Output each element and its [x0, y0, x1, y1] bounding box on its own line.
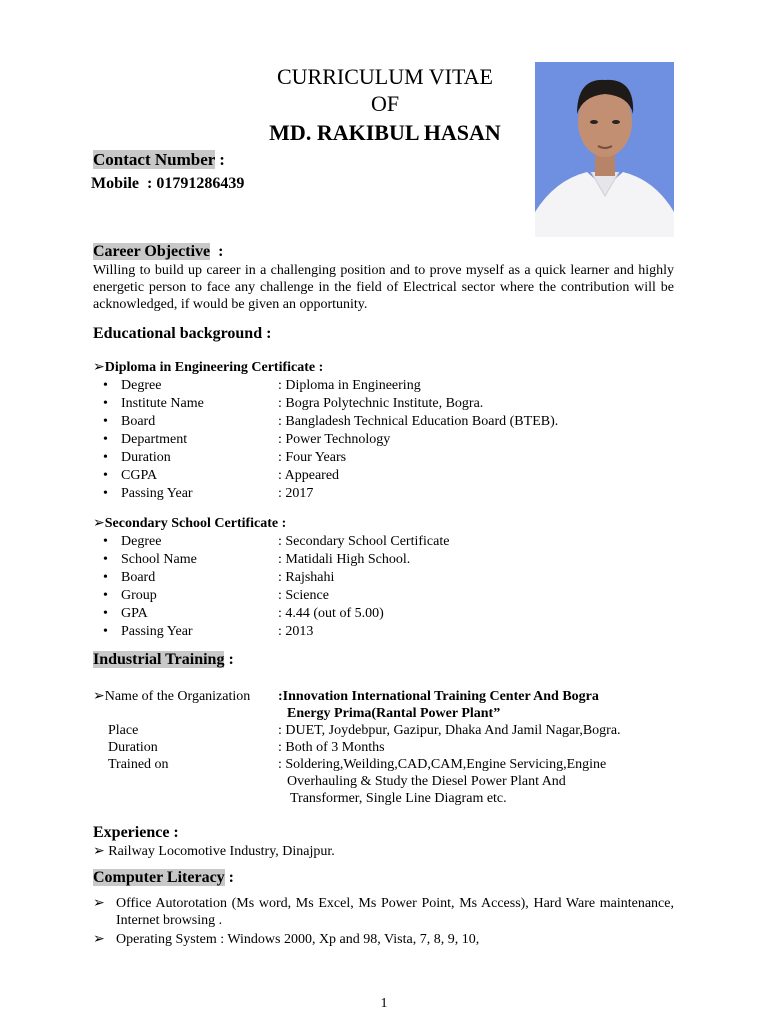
detail-value: : Secondary School Certificate [278, 534, 450, 549]
objective-text: Willing to build up career in a challenging position and to prove myself as a quick learner and highly energetic person to face any challenge in the field of Electrical sector where the contribution will be acknowledged, if would be given an opportunity. [93, 263, 674, 312]
training-org-label: Name of the Organization [104, 689, 251, 704]
education-heading: Educational background : [93, 325, 272, 342]
profile-photo [535, 62, 674, 237]
bullet-icon: • [103, 570, 108, 585]
detail-label: Degree [121, 534, 162, 549]
arrow-bullet-icon: ➢ [93, 689, 105, 704]
training-trained-value-3: Transformer, Single Line Diagram etc. [290, 791, 507, 806]
training-org-value-2: Energy Prima(Rantal Power Plant” [287, 706, 501, 721]
computer-heading-label: Computer Literacy [93, 869, 225, 886]
detail-label: GPA [121, 606, 148, 621]
training-org-label-line [93, 688, 250, 706]
detail-value: : Bogra Polytechnic Institute, Bogra. [278, 396, 484, 411]
detail-label: Institute Name [121, 396, 204, 411]
detail-value: : 2017 [278, 486, 314, 501]
detail-value: : Power Technology [278, 432, 391, 447]
detail-value: : Science [278, 588, 329, 603]
experience-heading: Experience : [93, 824, 179, 841]
contact-heading-label: Contact Number [93, 150, 215, 169]
detail-label: Board [121, 414, 156, 429]
training-place-label: Place [108, 723, 139, 738]
detail-value: : 4.44 (out of 5.00) [278, 606, 384, 621]
arrow-bullet-icon: ➢ [93, 516, 105, 531]
computer-heading-colon: : [224, 869, 234, 886]
detail-label: Passing Year [121, 624, 193, 639]
bullet-icon: • [103, 606, 108, 621]
training-org-value-1 [278, 688, 599, 706]
candidate-name: MD. RAKIBUL HASAN [269, 120, 501, 145]
training-heading-colon: : [224, 651, 234, 668]
cv-title: CURRICULUM VITAE [276, 64, 493, 89]
bullet-icon: • [103, 552, 108, 567]
objective-heading [93, 242, 223, 261]
detail-label: Board [121, 570, 156, 585]
arrow-bullet-icon: ➢ [93, 932, 105, 947]
training-trained-value-1: : Soldering,Weilding,CAD,CAM,Engine Servicing,Engine [278, 757, 607, 772]
training-trained-label: Trained on [108, 757, 169, 772]
training-duration-value: : Both of 3 Months [278, 740, 385, 755]
page-number: 1 [380, 996, 388, 1011]
training-org-colon: : [278, 689, 283, 704]
bullet-icon: • [103, 414, 108, 429]
training-heading [93, 650, 234, 669]
bullet-icon: • [103, 432, 108, 447]
detail-value: : Four Years [278, 450, 347, 465]
bullet-icon: • [103, 534, 108, 549]
contact-heading-colon: : [214, 150, 225, 169]
detail-label: Degree [121, 378, 162, 393]
detail-value: : Diploma in Engineering [278, 378, 421, 393]
objective-heading-label: Career Objective [93, 243, 211, 260]
arrow-bullet-icon: ➢ [93, 896, 105, 911]
detail-label: Department [121, 432, 188, 447]
mobile-label: Mobile : [91, 175, 153, 192]
detail-value: : Rajshahi [278, 570, 335, 585]
person-photo-icon [535, 62, 674, 237]
detail-value: : 2013 [278, 624, 314, 639]
cv-title-of: OF [370, 91, 400, 116]
mobile-line [91, 174, 244, 194]
mobile-number: 01791286439 [156, 175, 245, 192]
training-heading-label: Industrial Training [93, 651, 225, 668]
detail-value: : Matidali High School. [278, 552, 411, 567]
detail-label: Duration [121, 450, 171, 465]
detail-label: School Name [121, 552, 197, 567]
training-duration-label: Duration [108, 740, 158, 755]
computer-item-1: Office Autorotation (Ms word, Ms Excel, Ms Power Point, Ms Access), Hard Ware maintenance, Internet browsing . [116, 896, 674, 928]
detail-value: : Bangladesh Technical Education Board (BTEB). [278, 414, 559, 429]
experience-item [93, 843, 335, 861]
bullet-icon: • [103, 588, 108, 603]
computer-item-2: Operating System : Windows 2000, Xp and 98, Vista, 7, 8, 9, 10, [116, 932, 480, 947]
detail-label: CGPA [121, 468, 158, 483]
detail-label: Group [121, 588, 157, 603]
ssc-title-text: Secondary School Certificate : [104, 516, 287, 531]
ssc-title [93, 515, 286, 533]
bullet-icon: • [103, 450, 108, 465]
diploma-title-text: Diploma in Engineering Certificate : [104, 360, 324, 375]
detail-value: : Appeared [278, 468, 340, 483]
computer-heading [93, 868, 234, 887]
training-org-name-1: Innovation International Training Center And Bogra [282, 689, 599, 704]
bullet-icon: • [103, 468, 108, 483]
experience-item-text: Railway Locomotive Industry, Dinajpur. [108, 844, 335, 859]
bullet-icon: • [103, 624, 108, 639]
contact-heading [93, 149, 225, 171]
training-place-value: : DUET, Joydebpur, Gazipur, Dhaka And Jamil Nagar,Bogra. [278, 723, 621, 738]
bullet-icon: • [103, 486, 108, 501]
training-trained-value-2: Overhauling & Study the Diesel Power Plant And [287, 774, 566, 789]
objective-heading-colon: : [210, 243, 224, 260]
bullet-icon: • [103, 396, 108, 411]
bullet-icon: • [103, 378, 108, 393]
diploma-title [93, 359, 323, 377]
detail-label: Passing Year [121, 486, 193, 501]
arrow-bullet-icon: ➢ [93, 360, 105, 375]
arrow-bullet-icon: ➢ [93, 844, 105, 859]
